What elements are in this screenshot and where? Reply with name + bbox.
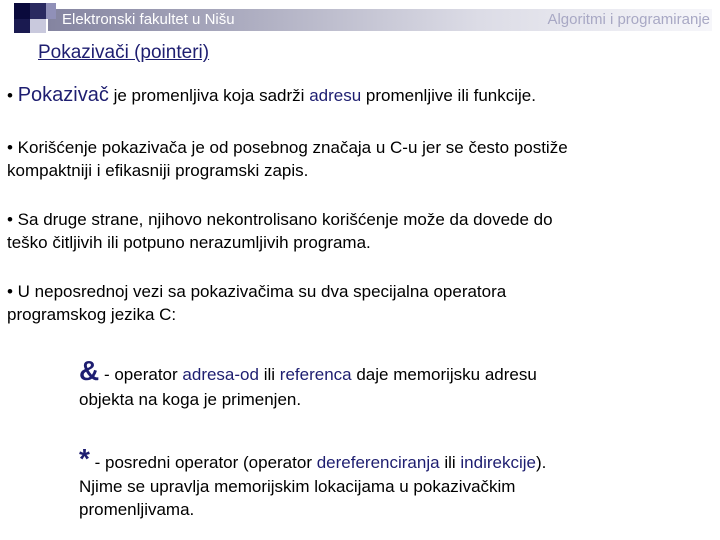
header-institution: Elektronski fakultet u Nišu	[62, 11, 235, 28]
logo-square	[30, 19, 46, 33]
operator-line: Njime se upravlja memorijskim lokacijama u pokazivačkim	[79, 477, 516, 496]
bullet-line: kompaktniji i efikasniji programski zapis.	[7, 161, 309, 180]
operator-line: objekta na koga je primenjen.	[79, 390, 302, 409]
keyword-adresa-od: adresa-od	[182, 365, 259, 384]
operator-text: ).	[535, 453, 547, 472]
operator-text: ili	[444, 453, 456, 472]
logo-square	[46, 3, 56, 19]
keyword-adresu: adresu	[309, 86, 362, 105]
logo-square	[30, 3, 46, 19]
bullet-text: je promenljiva koja sadrži	[113, 86, 305, 105]
bullet-line: programskog jezika C:	[7, 305, 177, 324]
bullet-usage	[7, 136, 713, 182]
operator-line: promenljivama.	[79, 500, 195, 519]
operator-text: ili	[263, 365, 276, 384]
keyword-dereferenciranja: dereferenciranja	[316, 453, 440, 472]
operator-indirection	[79, 443, 699, 521]
operator-text: - posredni operator (operator	[94, 453, 312, 472]
bullet-operators	[7, 280, 713, 326]
keyword-referenca: referenca	[279, 365, 352, 384]
bullet-line: • Sa druge strane, njihovo nekontrolisano korišćenje može da dovede do	[7, 210, 553, 229]
operator-address	[79, 355, 699, 412]
asterisk-symbol: *	[79, 443, 90, 474]
ampersand-symbol: &	[79, 355, 100, 386]
bullet-misuse	[7, 208, 713, 254]
operator-line	[79, 443, 699, 475]
keyword-indirekcije: indirekcije	[460, 453, 536, 472]
bullet-marker: •	[7, 86, 13, 105]
operator-line	[79, 355, 699, 387]
logo-square	[14, 19, 30, 33]
operator-text: - operator	[103, 365, 178, 384]
bullet-line: • Korišćenje pokazivača je od posebnog značaja u C-u jer se često postiže	[7, 138, 568, 157]
slide-header	[0, 0, 720, 34]
bullet-definition	[7, 84, 713, 107]
operator-text: daje memorijsku adresu	[356, 365, 537, 384]
logo-square	[14, 3, 30, 19]
term-pokazivac: Pokazivač	[17, 84, 109, 106]
bullet-line: teško čitljivih ili potpuno nerazumljivih programa.	[7, 233, 371, 252]
slide-title: Pokazivači (pointeri)	[38, 42, 210, 63]
header-course: Algoritmi i programiranje	[547, 11, 710, 28]
bullet-line: • U neposrednoj vezi sa pokazivačima su dva specijalna operatora	[7, 282, 507, 301]
bullet-text: promenljive ili funkcije.	[365, 86, 536, 105]
